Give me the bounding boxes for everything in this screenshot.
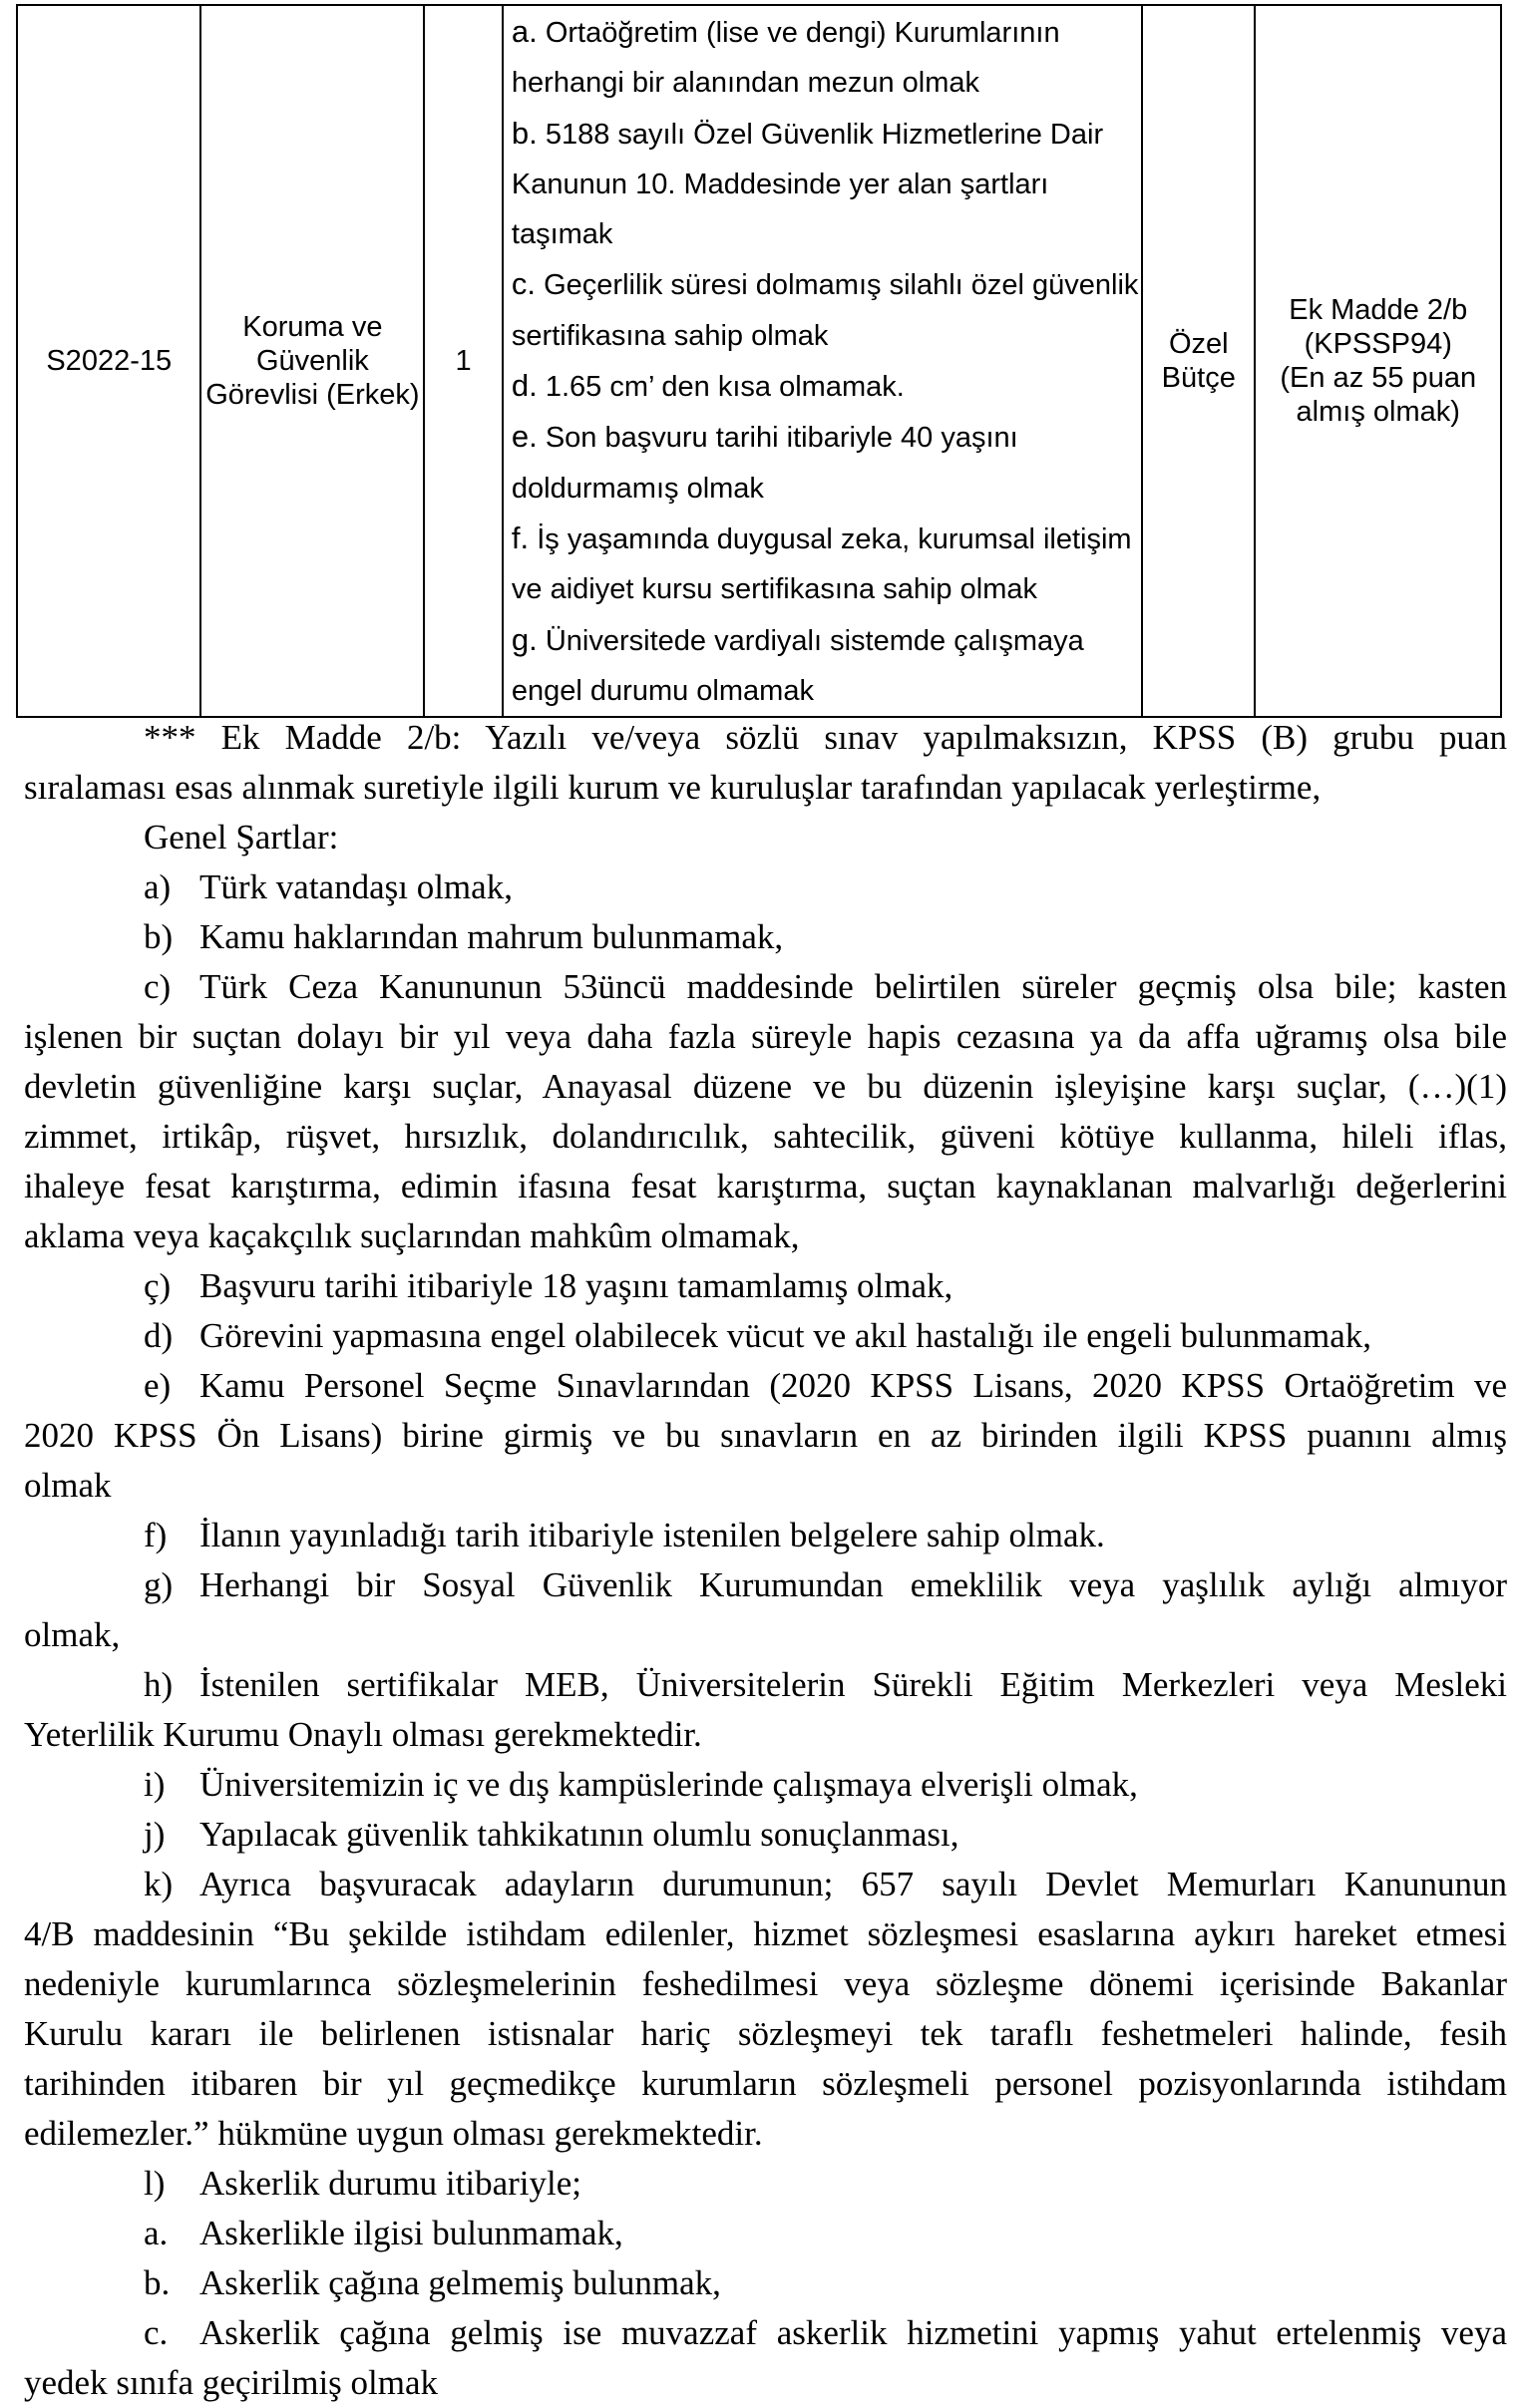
condition-continuation: devletin güvenliğine karşı suçlar, Anayasal düzene ve bu düzenin işleyişine karşı suçlar, (…)(1)	[24, 1067, 1507, 1106]
article-line: almış olmak)	[1296, 396, 1460, 429]
requirement-line	[512, 361, 1133, 412]
position-title-line: Güvenlik	[255, 345, 369, 378]
condition-text: Yapılacak güvenlik tahkikatının olumlu sonuçlanması,	[199, 1815, 959, 1854]
position-count: 1	[424, 5, 503, 717]
requirement-text: ve aidiyet kursu sertifikasına sahip olmak	[511, 573, 1037, 606]
requirement-letter: b.	[511, 115, 538, 151]
general-conditions-title: Genel Şartlar:	[144, 818, 339, 857]
condition-marker: b.	[144, 2263, 171, 2302]
condition-marker: c.	[144, 2313, 169, 2352]
requirement-text: Kanunun 10. Maddesinde yer alan şartları	[511, 168, 1049, 200]
condition-item	[24, 962, 1507, 1012]
condition-item	[24, 862, 1507, 912]
article-line: (En az 55 puan	[1280, 362, 1477, 395]
condition-continuation: yedek sınıfa geçirilmiş olmak	[24, 2363, 439, 2402]
requirement-text: herhangi bir alanından mezun olmak	[511, 67, 980, 100]
intro-line: *** Ek Madde 2/b: Yazılı ve/veya sözlü sınav yapılmaksızın, KPSS (B) grubu puan	[144, 718, 1507, 757]
condition-text: Herhangi bir Sosyal Güvenlik Kurumundan emeklilik veya yaşlılık aylığı almıyor	[199, 1565, 1507, 1604]
intro-line: sıralaması esas alınmak suretiyle ilgili kurum ve kuruluşlar tarafından yapılacak yerleştirme,	[24, 768, 1322, 807]
condition-continuation: nedeniyle kurumlarınca sözleşmelerinin feshedilmesi veya sözleşme dönemi içerisinde Bakanlar	[24, 1964, 1507, 2003]
condition-marker: ç)	[144, 1266, 172, 1305]
condition-marker: i)	[144, 1765, 166, 1804]
document-body	[24, 713, 1507, 2408]
condition-continuation: olmak	[24, 1466, 112, 1505]
condition-text: Başvuru tarihi itibariyle 18 yaşını tamamlamış olmak,	[199, 1266, 953, 1305]
condition-continuation: aklama veya kaçakçılık suçlarından mahkûm olmamak,	[24, 1216, 800, 1255]
requirement-line	[512, 311, 1133, 361]
condition-item	[24, 1660, 1507, 1710]
requirement-text: taşımak	[511, 218, 613, 251]
condition-item	[24, 1760, 1507, 1810]
condition-item	[24, 1810, 1507, 1860]
condition-continuation: olmak,	[24, 1615, 121, 1654]
requirement-line	[511, 259, 1139, 310]
condition-text: Askerlik çağına gelmiş ise muvazzaf askerlik hizmetini yapmış yahut ertelenmiş veya	[199, 2313, 1507, 2352]
requirement-letter: g.	[511, 621, 538, 657]
condition-text: Türk Ceza Kanununun 53üncü maddesinde belirtilen süreler geçmiş olsa bile; kasten	[199, 967, 1507, 1006]
condition-marker: e)	[144, 1366, 172, 1405]
requirement-line	[512, 58, 1133, 108]
condition-marker: f)	[144, 1516, 168, 1554]
table-row	[17, 5, 1501, 717]
condition-item	[24, 1860, 1507, 1909]
requirement-line	[512, 464, 1133, 514]
requirement-text: engel durumu olmamak	[511, 674, 814, 707]
requirement-text: 5188 sayılı Özel Güvenlik Hizmetlerine Dair	[545, 118, 1104, 151]
requirement-text: 1.65 cm’ den kısa olmamak.	[545, 371, 905, 404]
article-cell	[1255, 5, 1501, 717]
requirement-letter: f.	[511, 519, 530, 555]
requirements-cell	[503, 5, 1142, 717]
condition-continuation: zimmet, irtikâp, rüşvet, hırsızlık, dolandırıcılık, sahtecilik, güveni kötüye kullanma, hileli iflas,	[24, 1117, 1507, 1156]
requirement-line	[512, 209, 1133, 259]
requirement-letter: d.	[511, 368, 538, 404]
condition-marker: g)	[144, 1565, 174, 1604]
condition-continuation: ihaleye fesat karıştırma, edimin ifasına fesat karıştırma, suçtan kaynaklanan malvarlığı değerlerini	[24, 1167, 1507, 1205]
condition-text: Ayrıca başvuracak adayların durumunun; 657 sayılı Devlet Memurları Kanununun	[199, 1865, 1507, 1903]
condition-text: Türk vatandaşı olmak,	[199, 867, 513, 906]
condition-continuation: Yeterlilik Kurumu Onaylı olması gerekmektedir.	[24, 1715, 702, 1754]
condition-continuation: işlenen bir suçtan dolayı bir yıl veya daha fazla süreyle hapis cezasına ya da affa uğramış olsa bile	[24, 1017, 1507, 1056]
condition-continuation: 4/B maddesinin “Bu şekilde istihdam edilenler, hizmet sözleşmesi esaslarına aykırı hareket etmesi	[24, 1914, 1507, 1953]
requirement-text: Ortaöğretim (lise ve dengi) Kurumlarının	[545, 17, 1060, 49]
condition-text: Askerlik durumu itibariyle;	[199, 2164, 581, 2203]
position-table	[16, 4, 1502, 718]
requirement-line	[512, 160, 1133, 209]
condition-continuation: edilemezler.” hükmüne uygun olması gerekmektedir.	[24, 2114, 763, 2153]
requirement-text: doldurmamış olmak	[511, 472, 764, 505]
condition-item	[24, 2308, 1507, 2358]
article-line: (KPSSP94)	[1304, 328, 1452, 361]
condition-item	[24, 2209, 1507, 2258]
requirement-text: sertifikasına sahip olmak	[511, 319, 829, 352]
condition-text: Görevini yapmasına engel olabilecek vücut ve akıl hastalığı ile engeli bulunmamak,	[199, 1316, 1372, 1355]
condition-continuation: Kurulu kararı ile belirlenen istisnalar hariç sözleşmeyi tek taraflı feshetmeleri halinde, fesih	[24, 2014, 1507, 2053]
condition-marker: b)	[144, 917, 174, 956]
requirement-letter: e.	[511, 419, 538, 455]
condition-text: Üniversitemizin iç ve dış kampüslerinde çalışmaya elverişli olmak,	[199, 1765, 1138, 1804]
condition-marker: h)	[144, 1665, 174, 1704]
condition-marker: d)	[144, 1316, 174, 1355]
budget-line: Bütçe	[1161, 362, 1236, 395]
condition-marker: k)	[144, 1865, 174, 1903]
requirement-line	[512, 564, 1133, 614]
condition-marker: c)	[144, 967, 172, 1006]
budget-line: Özel	[1168, 328, 1229, 361]
condition-item	[24, 2258, 1507, 2308]
condition-item	[24, 1511, 1507, 1560]
condition-text: Askerlik çağına gelmemiş bulunmak,	[199, 2263, 721, 2302]
requirement-line	[512, 615, 1133, 666]
requirement-line	[512, 666, 1133, 716]
condition-marker: a.	[144, 2214, 169, 2252]
position-title-line: Koruma ve	[242, 311, 383, 344]
position-title-line: Görevlisi (Erkek)	[205, 379, 420, 412]
condition-text: Kamu haklarından mahrum bulunmamak,	[199, 917, 784, 956]
condition-continuation: 2020 KPSS Ön Lisans) birine girmiş ve bu sınavların en az birinden ilgili KPSS puanını almış	[24, 1416, 1507, 1455]
requirement-text: Geçerlilik süresi dolmamış silahlı özel güvenlik	[544, 269, 1139, 302]
requirement-text: Üniversitede vardiyalı sistemde çalışmaya	[545, 624, 1084, 657]
requirement-line	[512, 7, 1133, 58]
conditions-list	[24, 862, 1507, 2408]
condition-marker: j)	[144, 1815, 166, 1854]
requirement-text: Son başvuru tarihi itibariyle 40 yaşını	[545, 422, 1018, 455]
condition-marker: l)	[144, 2164, 166, 2203]
condition-text: İstenilen sertifikalar MEB, Üniversitelerin Sürekli Eğitim Merkezleri veya Mesleki	[199, 1665, 1507, 1704]
position-code: S2022-15	[17, 5, 200, 717]
requirement-line	[512, 109, 1133, 160]
condition-item	[24, 1261, 1507, 1311]
condition-continuation: tarihinden itibaren bir yıl geçmedikçe kurumların sözleşmeli personel pozisyonlarında istihdam	[24, 2064, 1507, 2103]
requirement-letter: c.	[511, 266, 537, 302]
condition-text: Askerlikle ilgisi bulunmamak,	[199, 2214, 623, 2252]
condition-text: Kamu Personel Seçme Sınavlarından (2020 KPSS Lisans, 2020 KPSS Ortaöğretim ve	[199, 1366, 1507, 1405]
position-title	[200, 5, 424, 717]
requirement-text: İş yaşamında duygusal zeka, kurumsal iletişim	[537, 522, 1132, 555]
requirement-letter: a.	[511, 14, 538, 49]
condition-item	[24, 1361, 1507, 1411]
condition-marker: a)	[144, 867, 172, 906]
condition-item	[24, 2159, 1507, 2209]
requirement-line	[512, 412, 1133, 463]
condition-item	[24, 912, 1507, 962]
condition-item	[24, 1311, 1507, 1361]
condition-item	[24, 1560, 1507, 1610]
budget-cell	[1142, 5, 1255, 717]
requirement-line	[512, 514, 1133, 564]
condition-text: İlanın yayınladığı tarih itibariyle istenilen belgelere sahip olmak.	[199, 1516, 1105, 1554]
article-line: Ek Madde 2/b	[1289, 294, 1468, 327]
